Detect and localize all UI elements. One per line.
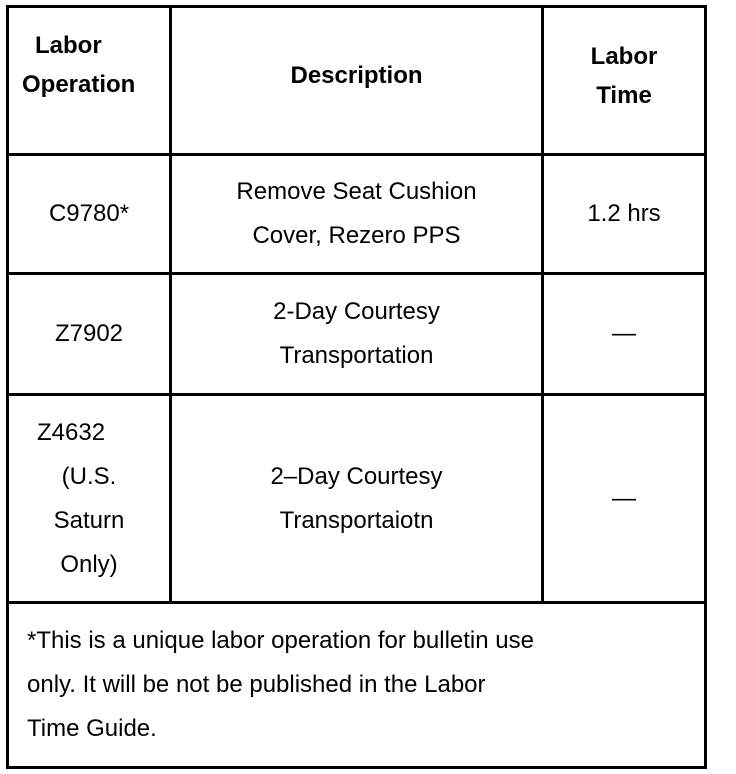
description-cell: Remove Seat Cushion Cover, Rezero PPS [171, 155, 543, 274]
operation-cell: Z4632 (U.S. Saturn Only) [8, 395, 171, 603]
header-description: Description [171, 7, 543, 155]
table-row [8, 274, 706, 395]
description-cell: 2–Day Courtesy Transportaiotn [171, 395, 543, 603]
operation-cell: C9780* [8, 155, 171, 274]
description-cell: 2-Day Courtesy Transportation [171, 274, 543, 395]
footnote-row [8, 603, 706, 768]
footnote: *This is a unique labor operation for bulletin use only. It will be not be published in the Labor Time Guide. [8, 603, 706, 768]
header-row [8, 7, 706, 155]
time-cell: — [543, 395, 706, 603]
time-cell: 1.2 hrs [543, 155, 706, 274]
header-labor-operation: Labor Operation [8, 7, 171, 155]
table-row [8, 395, 706, 603]
time-cell: — [543, 274, 706, 395]
table-row [8, 155, 706, 274]
labor-operation-table [6, 5, 707, 769]
header-labor-time: Labor Time [543, 7, 706, 155]
operation-cell: Z7902 [8, 274, 171, 395]
